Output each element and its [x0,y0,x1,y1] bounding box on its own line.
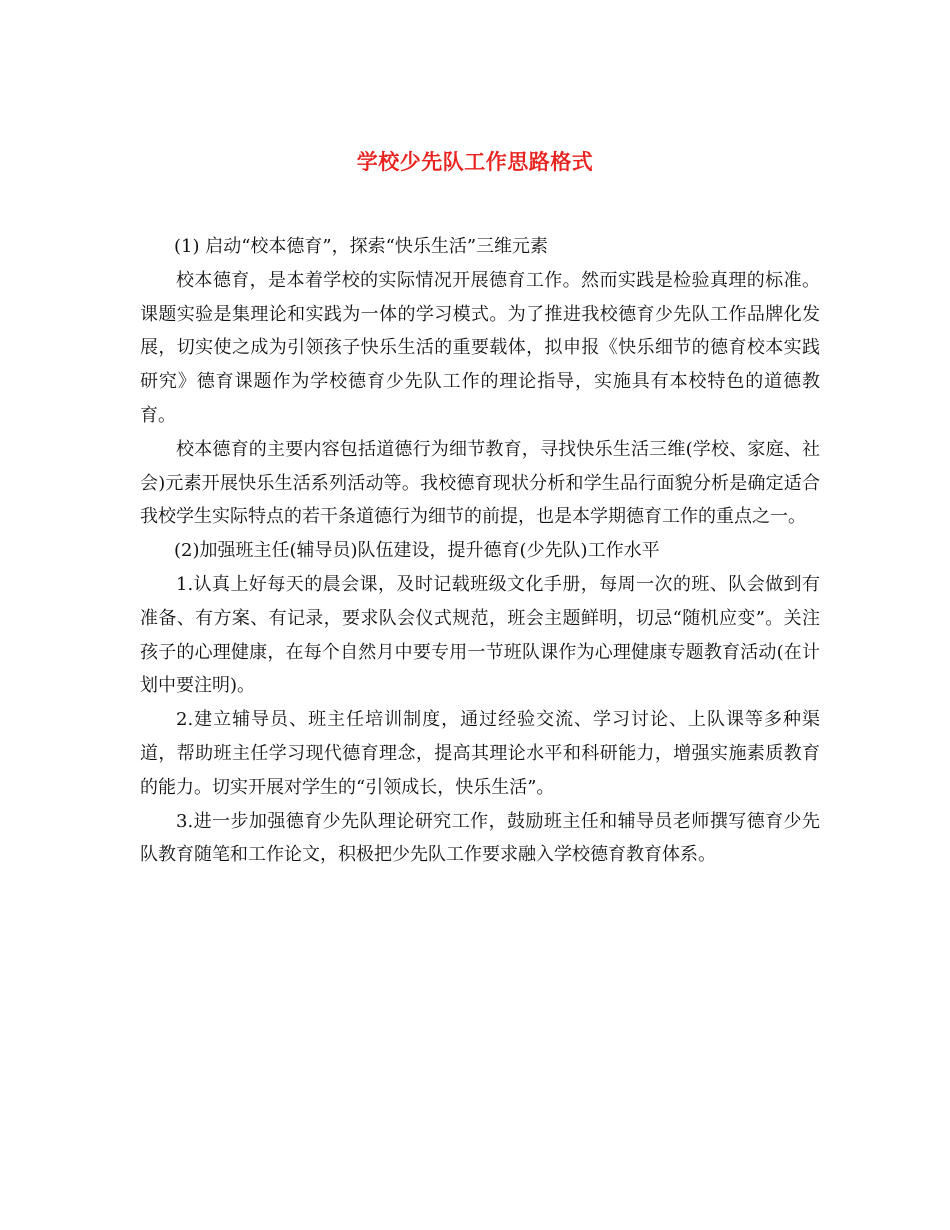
section-heading-2: (2)加强班主任(辅导员)队伍建设，提升德育(少先队)工作水平 [174,540,660,562]
document-title: 学校少先队工作思路格式 [356,149,594,174]
section-heading-1: (1) 启动“校本德育”，探索“快乐生活”三维元素 [174,236,549,257]
paragraph-2: 校本德育的主要内容包括道德行为细节教育，寻找快乐生活三维(学校、家庭、社会)元素开展快乐生活系列活动等。我校德育现状分析和学生品行面貌分析是确定适合我校学生实际特点的若干条道德行为细节的前提，也是本学期德育工作的重点之一。 [140,438,820,528]
paragraph-1: 校本德育，是本着学校的实际情况开展德育工作。然而实践是检验真理的标准。课题实验是集理论和实践为一体的学习模式。为了推进我校德育少先队工作品牌化发展，切实使之成为引领孩子快乐生活的重要载体，拟申报《快乐细节的德育校本实践研究》德育课题作为学校德育少先队工作的理论指导，实施具有本校特色的道德教育。 [140,269,820,426]
document-body [140,230,820,872]
paragraph-5: 3.进一步加强德育少先队理论研究工作，鼓励班主任和辅导员老师撰写德育少先队教育随笔和工作论文，积极把少先队工作要求融入学校德育教育体系。 [140,810,820,866]
paragraph-4: 2.建立辅导员、班主任培训制度，通过经验交流、学习讨论、上队课等多种渠道，帮助班主任学习现代德育理念，提高其理论水平和科研能力，增强实施素质教育的能力。切实开展对学生的“引领成长，快乐生活”。 [140,709,820,798]
paragraph-3: 1.认真上好每天的晨会课，及时记载班级文化手册，每周一次的班、队会做到有准备、有方案、有记录，要求队会仪式规范，班会主题鲜明，切忌“随机应变”。关注孩子的心理健康，在每个自然月中要专用一节班队课作为心理健康专题教育活动(在计划中要注明)。 [140,573,820,697]
